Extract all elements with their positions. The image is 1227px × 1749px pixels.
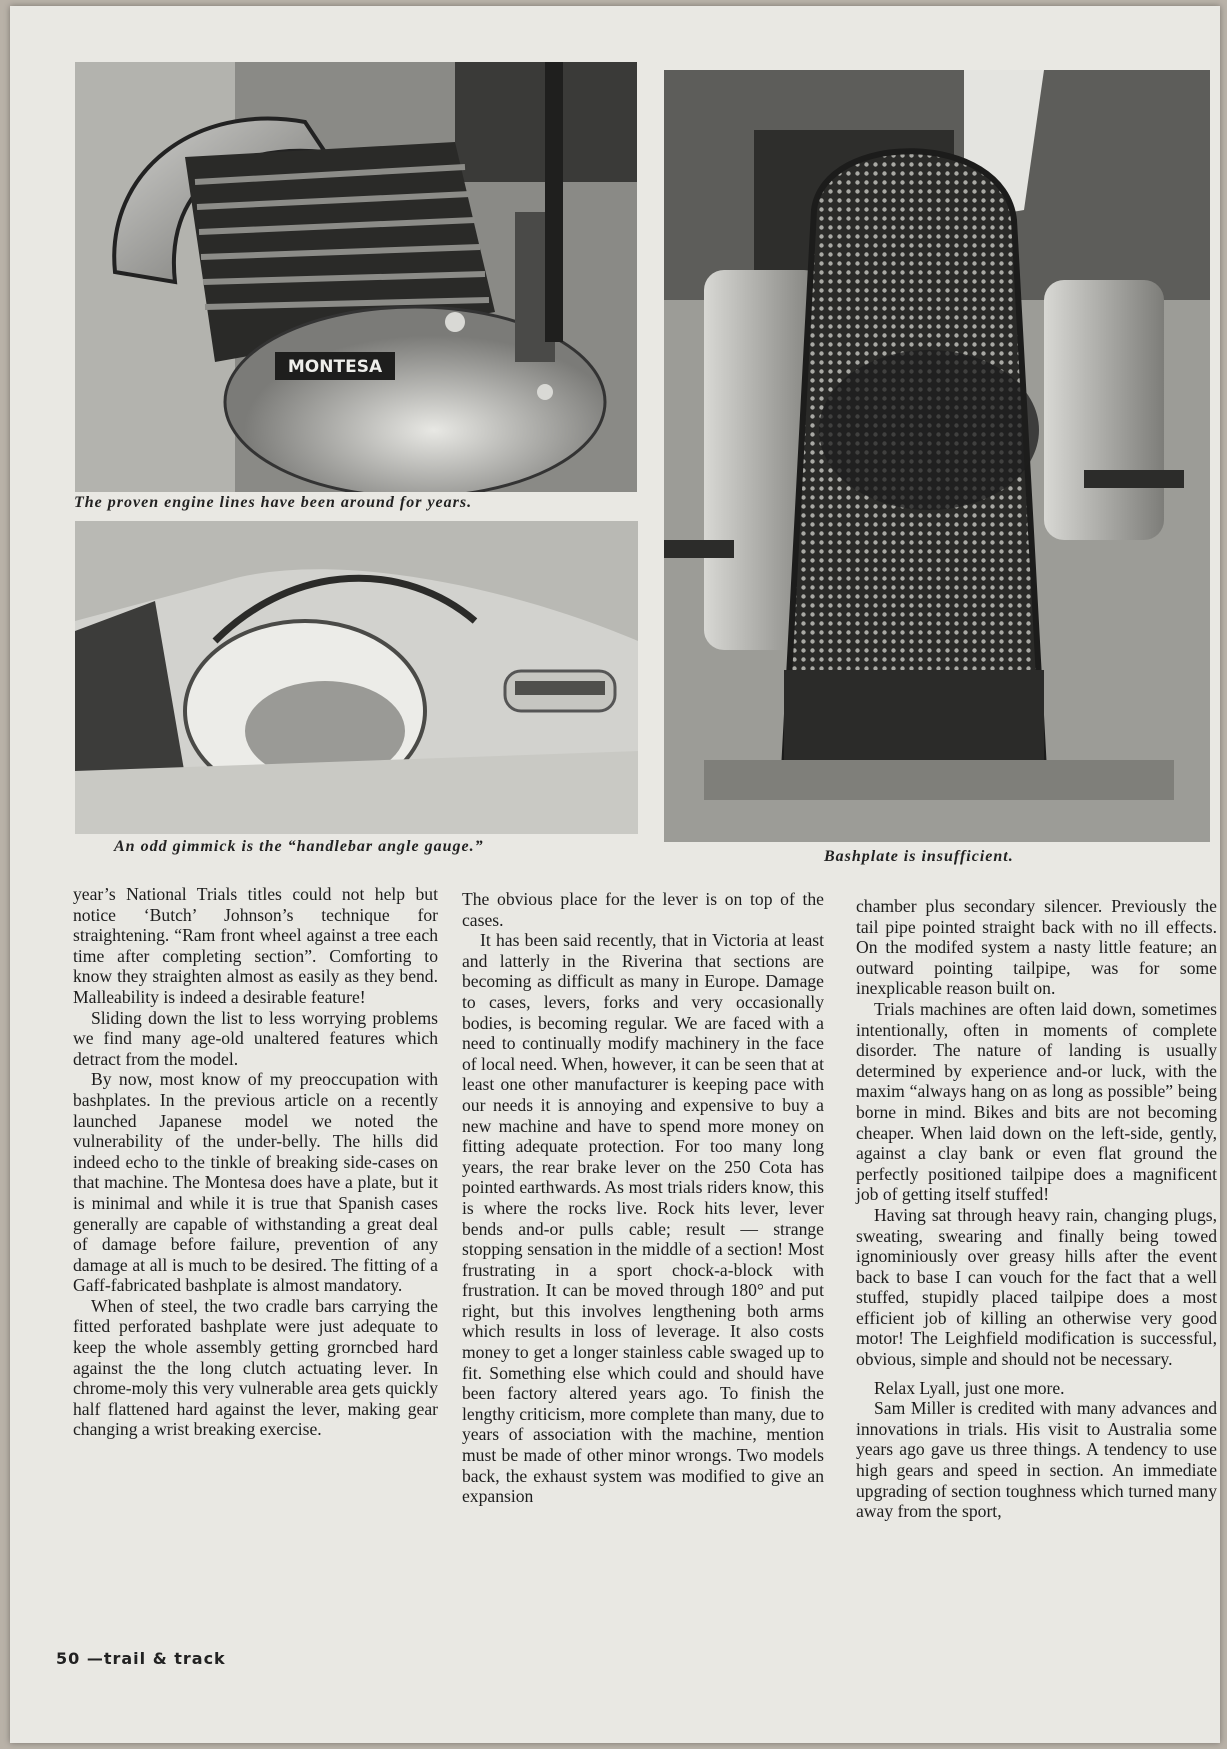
column-2-paragraph: The obvious place for the lever is on top of the cases. [462,889,824,930]
column-3-paragraph: Having sat through heavy rain, changing plugs, sweating, swearing and finally being towed ignominiously over greasy hills after the event back to base I can vouch for the fact that a well stuffed, stupidly placed tailpipe does a most efficient job of killing an otherwise very good motor! The Leighfield modification is successful, obvious, simple and should not be necessary. [856,1204,1217,1370]
column-3-paragraph: Sam Miller is credited with many advances and innovations in trials. His visit to Australia some years ago gave us three things. A tendency to use high gears and speed in section. An immediate upgrading of section toughness which turned many away from the sport, [856,1398,1217,1522]
article-column-3 [856,896,1217,1522]
column-3-paragraph: chamber plus secondary silencer. Previously the tail pipe pointed straight back with no ill effects. On the modifed system a nasty little feature; an outward pointing tailpipe, was for some inexplicable reason built on. [856,896,1217,999]
column-3-paragraph: Trials machines are often laid down, sometimes intentionally, often in moments of complete disorder. The nature of landing is usually determined by experience and-or luck, with the maxim “always hang on as long as possible” being borne in mind. Bikes and bits are not becoming cheaper. When laid down on the left-side, gently, against a clay bank or even flat ground the perfectly positioned tailpipe does a magnificent job of getting itself stuffed! [856,998,1217,1205]
column-1-paragraph: Sliding down the list to less worrying problems we find many age-old unaltered features which detract from the model. [73,1007,438,1069]
column-1-paragraph: By now, most know of my preoccupation with bashplates. In the previous article on a recently launched Japanese model we noted the vulnerability of the under-belly. The hills did indeed echo to the tinkle of breaking side-cases on that machine. The Montesa does have a plate, but it is minimal and while it is true that Spanish cases generally are capable of withstanding a great deal of damage before failure, prevention of any damage at all is much to be desired. The fitting of a Gaff-fabricated bashplate is almost mandatory. [73,1069,438,1296]
bashplate-photo [664,70,1210,842]
column-1-paragraph: When of steel, the two cradle bars carrying the fitted perforated bashplate were just adequate to keep the whole assembly getting grorncbed hard against the the long clutch actuating lever. In chrome-moly this very vulnerable area gets quickly half flattened hard against the lever, making gear changing a wrist breaking exercise. [73,1295,438,1440]
magazine-page [10,6,1220,1743]
bashplate-photo-caption: Bashplate is insufficient. [824,848,1014,865]
engine-photo-image [75,62,637,492]
engine-photo-caption: The proven engine lines have been around for years. [74,494,473,511]
montesa-badge: MONTESA [287,357,383,377]
handlebar-gauge-photo [75,521,638,834]
bashplate-photo-image [664,70,1210,842]
page-folio: 50 —trail & track [56,1649,226,1668]
column-2-paragraph: It has been said recently, that in Victoria at least and latterly in the Riverina that sections are becoming as difficult as many in Europe. Damage to cases, levers, forks and very occasionally bodies, is becoming regular. We are faced with a need to continually modify machinery in the face of local need. When, however, it can be seen that at least one other manufacturer is keeping pace with our needs it is annoying and expensive to buy a new machine and have to spend more money on fitting adequate protection. For too many long years, the rear brake lever on the 250 Cota has pointed earthwards. As most trials riders know, this is where the rocks live. Rock hits lever, lever bends and-or pulls cable; result — strange stopping sensation in the middle of a section! Most frustrating in a sport chock-a-block with frustration. It can be moved through 180° and put right, but this involves lengthening both arms which results in loss of leverage. It also costs money to get a longer stainless cable swaged up to fit. Something else which could and should have been factory altered years ago. To finish the lengthy criticism, more complete than many, due to years of association with the machine, mention must be made of other minor wrongs. Two models back, the exhaust system was modified to give an expansion [462,930,824,1507]
article-column-1 [73,884,438,1440]
handlebar-gauge-photo-image [75,521,638,834]
engine-photo [75,62,637,492]
column-3-paragraph: Relax Lyall, just one more. [874,1377,1065,1398]
handlebar-gauge-caption: An odd gimmick is the “handlebar angle gauge.” [114,838,484,855]
article-column-2 [462,889,824,1507]
column-1-paragraph: year’s National Trials titles could not help but notice ‘Butch’ Johnson’s technique for straightening. “Ram front wheel against a tree each time after completing section”. Comforting to know they straighten almost as easily as they bend. Malleability is indeed a desirable feature! [73,884,438,1007]
